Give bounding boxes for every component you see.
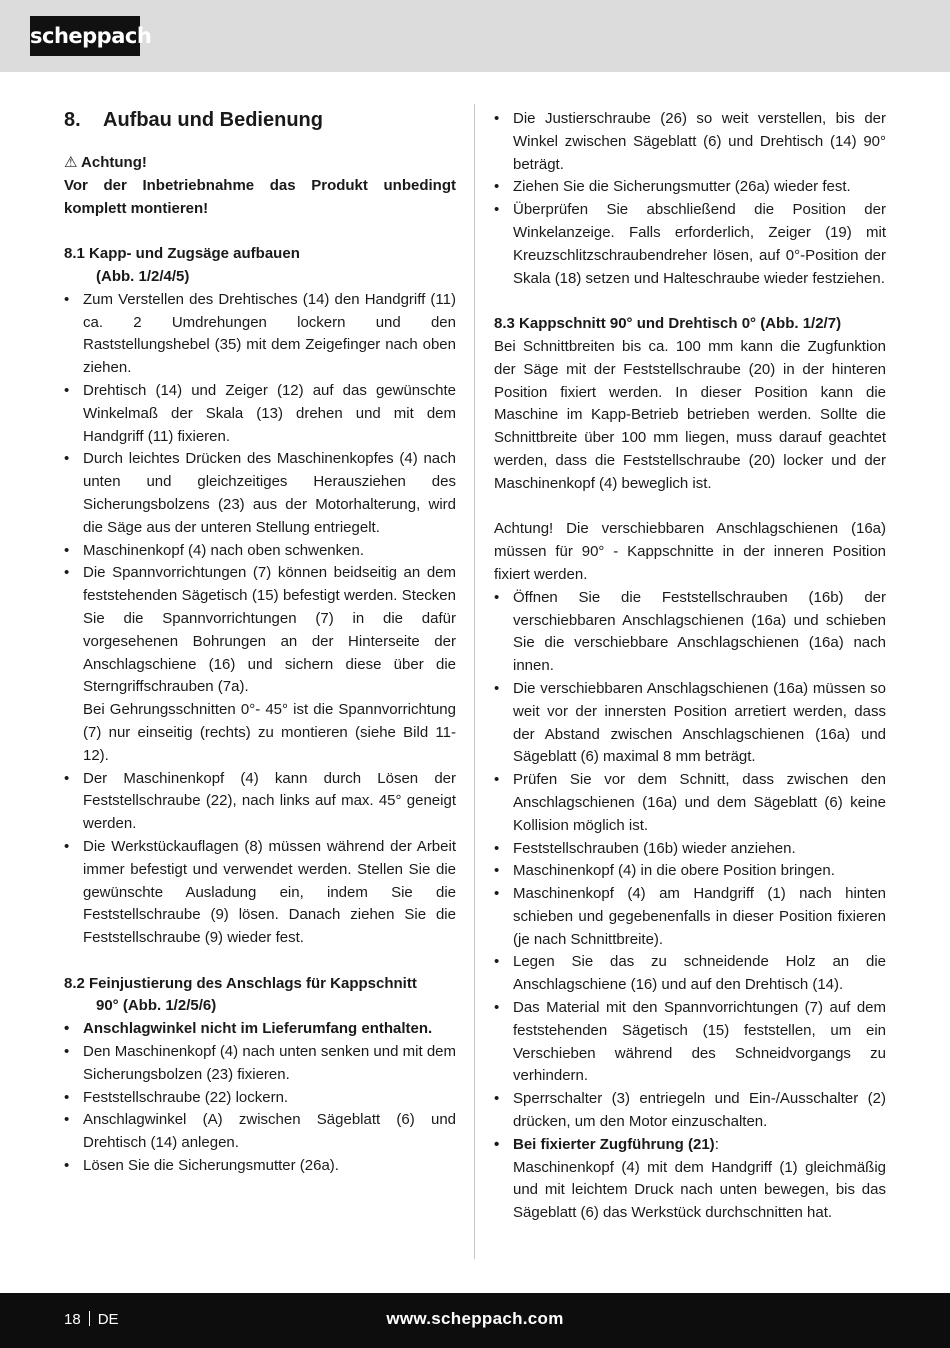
warning-title: ⚠ Achtung! bbox=[64, 154, 147, 171]
list-item: • Den Maschinenkopf (4) nach unten senken und mit dem Sicherungsbolzen (23) fixieren. bbox=[64, 1041, 456, 1087]
list-item-text: Bei Gehrungsschnitten 0°- 45° ist die Spannvorrichtung (7) nur einseitig (rechts) zu montieren (siehe Bild 11-12). bbox=[83, 701, 456, 764]
subsection-8-3-title: 8.3 Kappschnitt 90° und Drehtisch 0° (Abb. 1/2/7) bbox=[494, 315, 842, 333]
website-url: www.scheppach.com bbox=[386, 1309, 564, 1328]
subsection-8-2-list-continued bbox=[494, 108, 886, 290]
section-heading bbox=[64, 108, 456, 132]
column-divider bbox=[474, 104, 475, 1259]
subsection-8-2-title: 8.2 Feinjustierung des Anschlags für Kappschnitt bbox=[64, 974, 417, 992]
list-item bbox=[64, 562, 456, 767]
list-item: • Die Werkstückauflagen (8) müssen während der Arbeit immer befestigt und verwendet werden. Stellen Sie die gewünschte Ausladung ein, indem Sie die Feststellschraube (9) lösen. Danach ziehen Sie die Feststellschraube (9) wieder fest. bbox=[64, 836, 456, 950]
subsection-8-1-figure-ref: (Abb. 1/2/4/5) bbox=[96, 267, 190, 285]
list-item: • Die Justierschraube (26) so weit verstellen, bis der Winkel zwischen Sägeblatt (6) und Drehtisch (14) 90° beträgt. bbox=[494, 108, 886, 176]
list-item: • Lösen Sie die Sicherungsmutter (26a). bbox=[64, 1155, 456, 1178]
list-item: • Prüfen Sie vor dem Schnitt, dass zwischen den Anschlagschienen (16a) und dem Sägeblatt (6) keine Kollision möglich ist. bbox=[494, 769, 886, 837]
right-column bbox=[494, 108, 886, 1225]
list-item: • Überprüfen Sie abschließend die Position der Winkelanzeige. Falls erforderlich, Zeiger (19) mit Kreuzschlitzschraubendreher lösen, auf 0°-Position der Skala (18) setzen und Halteschraube wieder festziehen. bbox=[494, 199, 886, 290]
list-item: • Feststellschraube (22) lockern. bbox=[64, 1087, 456, 1110]
left-column bbox=[64, 108, 456, 1178]
list-item bbox=[494, 1134, 886, 1157]
page-footer bbox=[0, 1293, 950, 1348]
subsection-8-3-intro: Bei Schnittbreiten bis ca. 100 mm kann die Zugfunktion der Säge mit der Feststellschraube (20) in der hinteren Position fixiert werden. In dieser Position kann die Maschine im Kapp-Betrieb betrieben werden. Sollte die Schnittbreite über 100 mm liegen, muss darauf geachtet werden, dass die Feststellschraube (20) locker und der Maschinenkopf (4) beweglich ist. bbox=[494, 337, 886, 492]
list-item-text: • Die Spannvorrichtungen (7) können beidseitig an dem feststehenden Sägetisch (15) befestigt werden. Stecken Sie die Spannvorrichtungen (7) in die dafür vorgesehenen Bohrungen an der Hinterseite der Anschlagschiene (16) und sichern diese über die Sterngriffschrauben (7a). bbox=[83, 564, 456, 696]
page-header bbox=[0, 0, 950, 72]
list-item-label: Bei fixierter Zugführung (21) bbox=[513, 1135, 715, 1153]
list-item-colon: : bbox=[714, 1135, 719, 1153]
subsection-8-3-list bbox=[494, 587, 886, 1157]
list-item: • Das Material mit den Spannvorrichtungen (7) auf dem feststehenden Sägetisch (15) feststellen, um ein Verschieben während des Schneidvorgangs zu verhindern. bbox=[494, 997, 886, 1088]
list-item: • Öffnen Sie die Feststellschrauben (16b) der verschiebbaren Anschlagschienen (16a) und schieben Sie die verschiebbare Anschlagschienen (16a) nach innen. bbox=[494, 587, 886, 678]
list-item: • Maschinenkopf (4) in die obere Position bringen. bbox=[494, 860, 886, 883]
subsection-8-3-final-text: Maschinenkopf (4) mit dem Handgriff (1) gleichmäßig und mit leichtem Druck nach unten bewegen, bis das Sägeblatt (6) das Werkstück durchschnitten hat. bbox=[513, 1158, 886, 1222]
list-item: • Maschinenkopf (4) nach oben schwenken. bbox=[64, 540, 456, 563]
list-item: • Anschlagwinkel nicht im Lieferumfang enthalten. bbox=[64, 1018, 456, 1041]
list-item: • Ziehen Sie die Sicherungsmutter (26a) wieder fest. bbox=[494, 176, 886, 199]
page-number: 18 bbox=[64, 1311, 81, 1328]
list-item: • Zum Verstellen des Drehtisches (14) den Handgriff (11) ca. 2 Umdrehungen lockern und den Raststellungshebel (35) mit dem Zeigefinger nach oben ziehen. bbox=[64, 289, 456, 380]
subsection-8-1-list bbox=[64, 289, 456, 950]
section-title: Aufbau und Bedienung bbox=[103, 109, 323, 131]
scheppach-logo: scheppach bbox=[30, 16, 140, 56]
list-item: • Der Maschinenkopf (4) kann durch Lösen der Feststellschraube (22), nach links auf max. 45° geneigt werden. bbox=[64, 768, 456, 836]
list-item: • Legen Sie das zu schneidende Holz an die Anschlagschiene (16) und auf den Drehtisch (14). bbox=[494, 951, 886, 997]
language-code: DE bbox=[97, 1311, 119, 1328]
subsection-8-3-warning: Achtung! Die verschiebbaren Anschlagschienen (16a) müssen für 90° - Kappschnitte in der inneren Position fixiert werden. bbox=[494, 520, 886, 583]
list-item: • Durch leichtes Drücken des Maschinenkopfes (4) nach unten und gleichzeitiges Herausziehen des Sicherungsbolzens (23) aus der Motorhalterung, wird die Säge aus der unteren Stellung entriegelt. bbox=[64, 448, 456, 539]
subsection-8-1-title: 8.1 Kapp- und Zugsäge aufbauen bbox=[64, 245, 300, 263]
list-item: • Sperrschalter (3) entriegeln und Ein-/Ausschalter (2) drücken, um den Motor einzuschalten. bbox=[494, 1088, 886, 1134]
list-item: • Maschinenkopf (4) am Handgriff (1) nach hinten schieben und gegebenenfalls in dieser Position fixieren (je nach Schnittbreite). bbox=[494, 883, 886, 951]
subsection-8-2-list bbox=[64, 1018, 456, 1178]
subsection-8-2-figure-ref: 90° (Abb. 1/2/5/6) bbox=[96, 997, 217, 1015]
section-number: 8. bbox=[64, 109, 81, 131]
list-item: • Drehtisch (14) und Zeiger (12) auf das gewünschte Winkelmaß der Skala (13) drehen und mit dem Handgriff (11) fixieren. bbox=[64, 380, 456, 448]
list-item: • Die verschiebbaren Anschlagschienen (16a) müssen so weit vor der innersten Position arretiert werden, dass der Abstand zwischen Anschlagschienen (16a) und Sägeblatt (6) maximal 8 mm beträgt. bbox=[494, 678, 886, 769]
list-item: • Feststellschrauben (16b) wieder anziehen. bbox=[494, 838, 886, 861]
list-item: • Anschlagwinkel (A) zwischen Sägeblatt (6) und Drehtisch (14) anlegen. bbox=[64, 1109, 456, 1155]
warning-text: Vor der Inbetriebnahme das Produkt unbedingt komplett montieren! bbox=[64, 176, 456, 217]
